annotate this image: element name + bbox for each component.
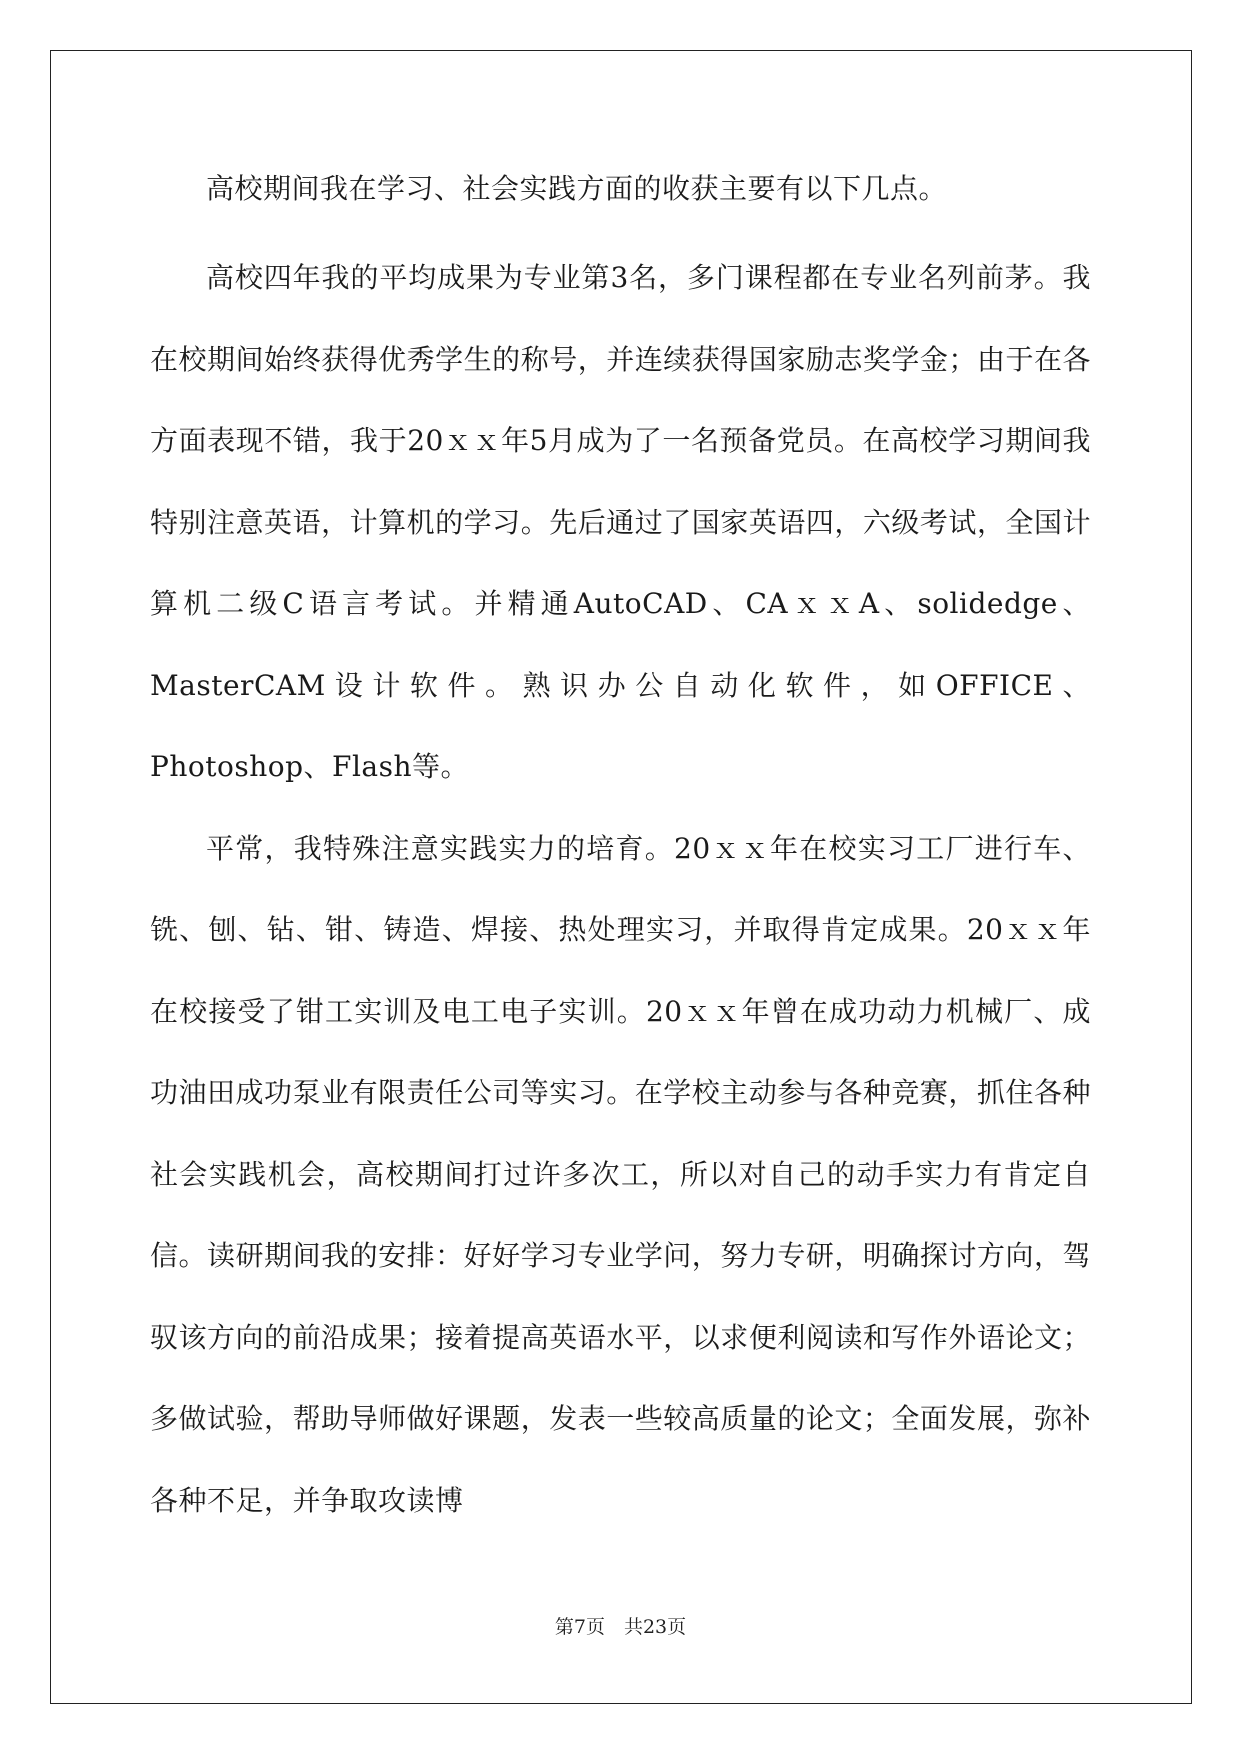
- paragraph-academics: 高校四年我的平均成果为专业第3名，多门课程都在专业名列前茅。我在校期间始终获得优秀学生的称号，并连续获得国家励志奖学金；由于在各方面表现不错，我于20ｘｘ年5月成为了一名预备党员。在高校学习期间我特别注意英语，计算机的学习。先后通过了国家英语四，六级考试，全国计算机二级C语言考试。并精通AutoCAD、CAｘｘA、solidedge、MasterCAM设计软件。熟识办公自动化软件，如OFFICE、Photoshop、Flash等。: [150, 261, 1091, 783]
- document-body: [150, 155, 1091, 1541]
- paragraph-intro: 高校期间我在学习、社会实践方面的收获主要有以下几点。: [206, 172, 948, 205]
- paragraph-practice: 平常，我特殊注意实践实力的培育。20ｘｘ年在校实习工厂进行车、铣、刨、钻、钳、铸造、焊接、热处理实习，并取得肯定成果。20ｘｘ年在校接受了钳工实训及电工电子实训。20ｘｘ年曾在成功动力机械厂、成功油田成功泵业有限责任公司等实习。在学校主动参与各种竞赛，抓住各种社会实践机会，高校期间打过许多次工，所以对自己的动手实力有肯定自信。读研期间我的安排：好好学习专业学问，努力专研，明确探讨方向，驾驭该方向的前沿成果；接着提高英语水平，以求便利阅读和写作外语论文；多做试验，帮助导师做好课题，发表一些较高质量的论文；全面发展，弥补各种不足，并争取攻读博: [150, 831, 1091, 1517]
- page-number-footer: 第7页 共23页: [554, 1616, 687, 1638]
